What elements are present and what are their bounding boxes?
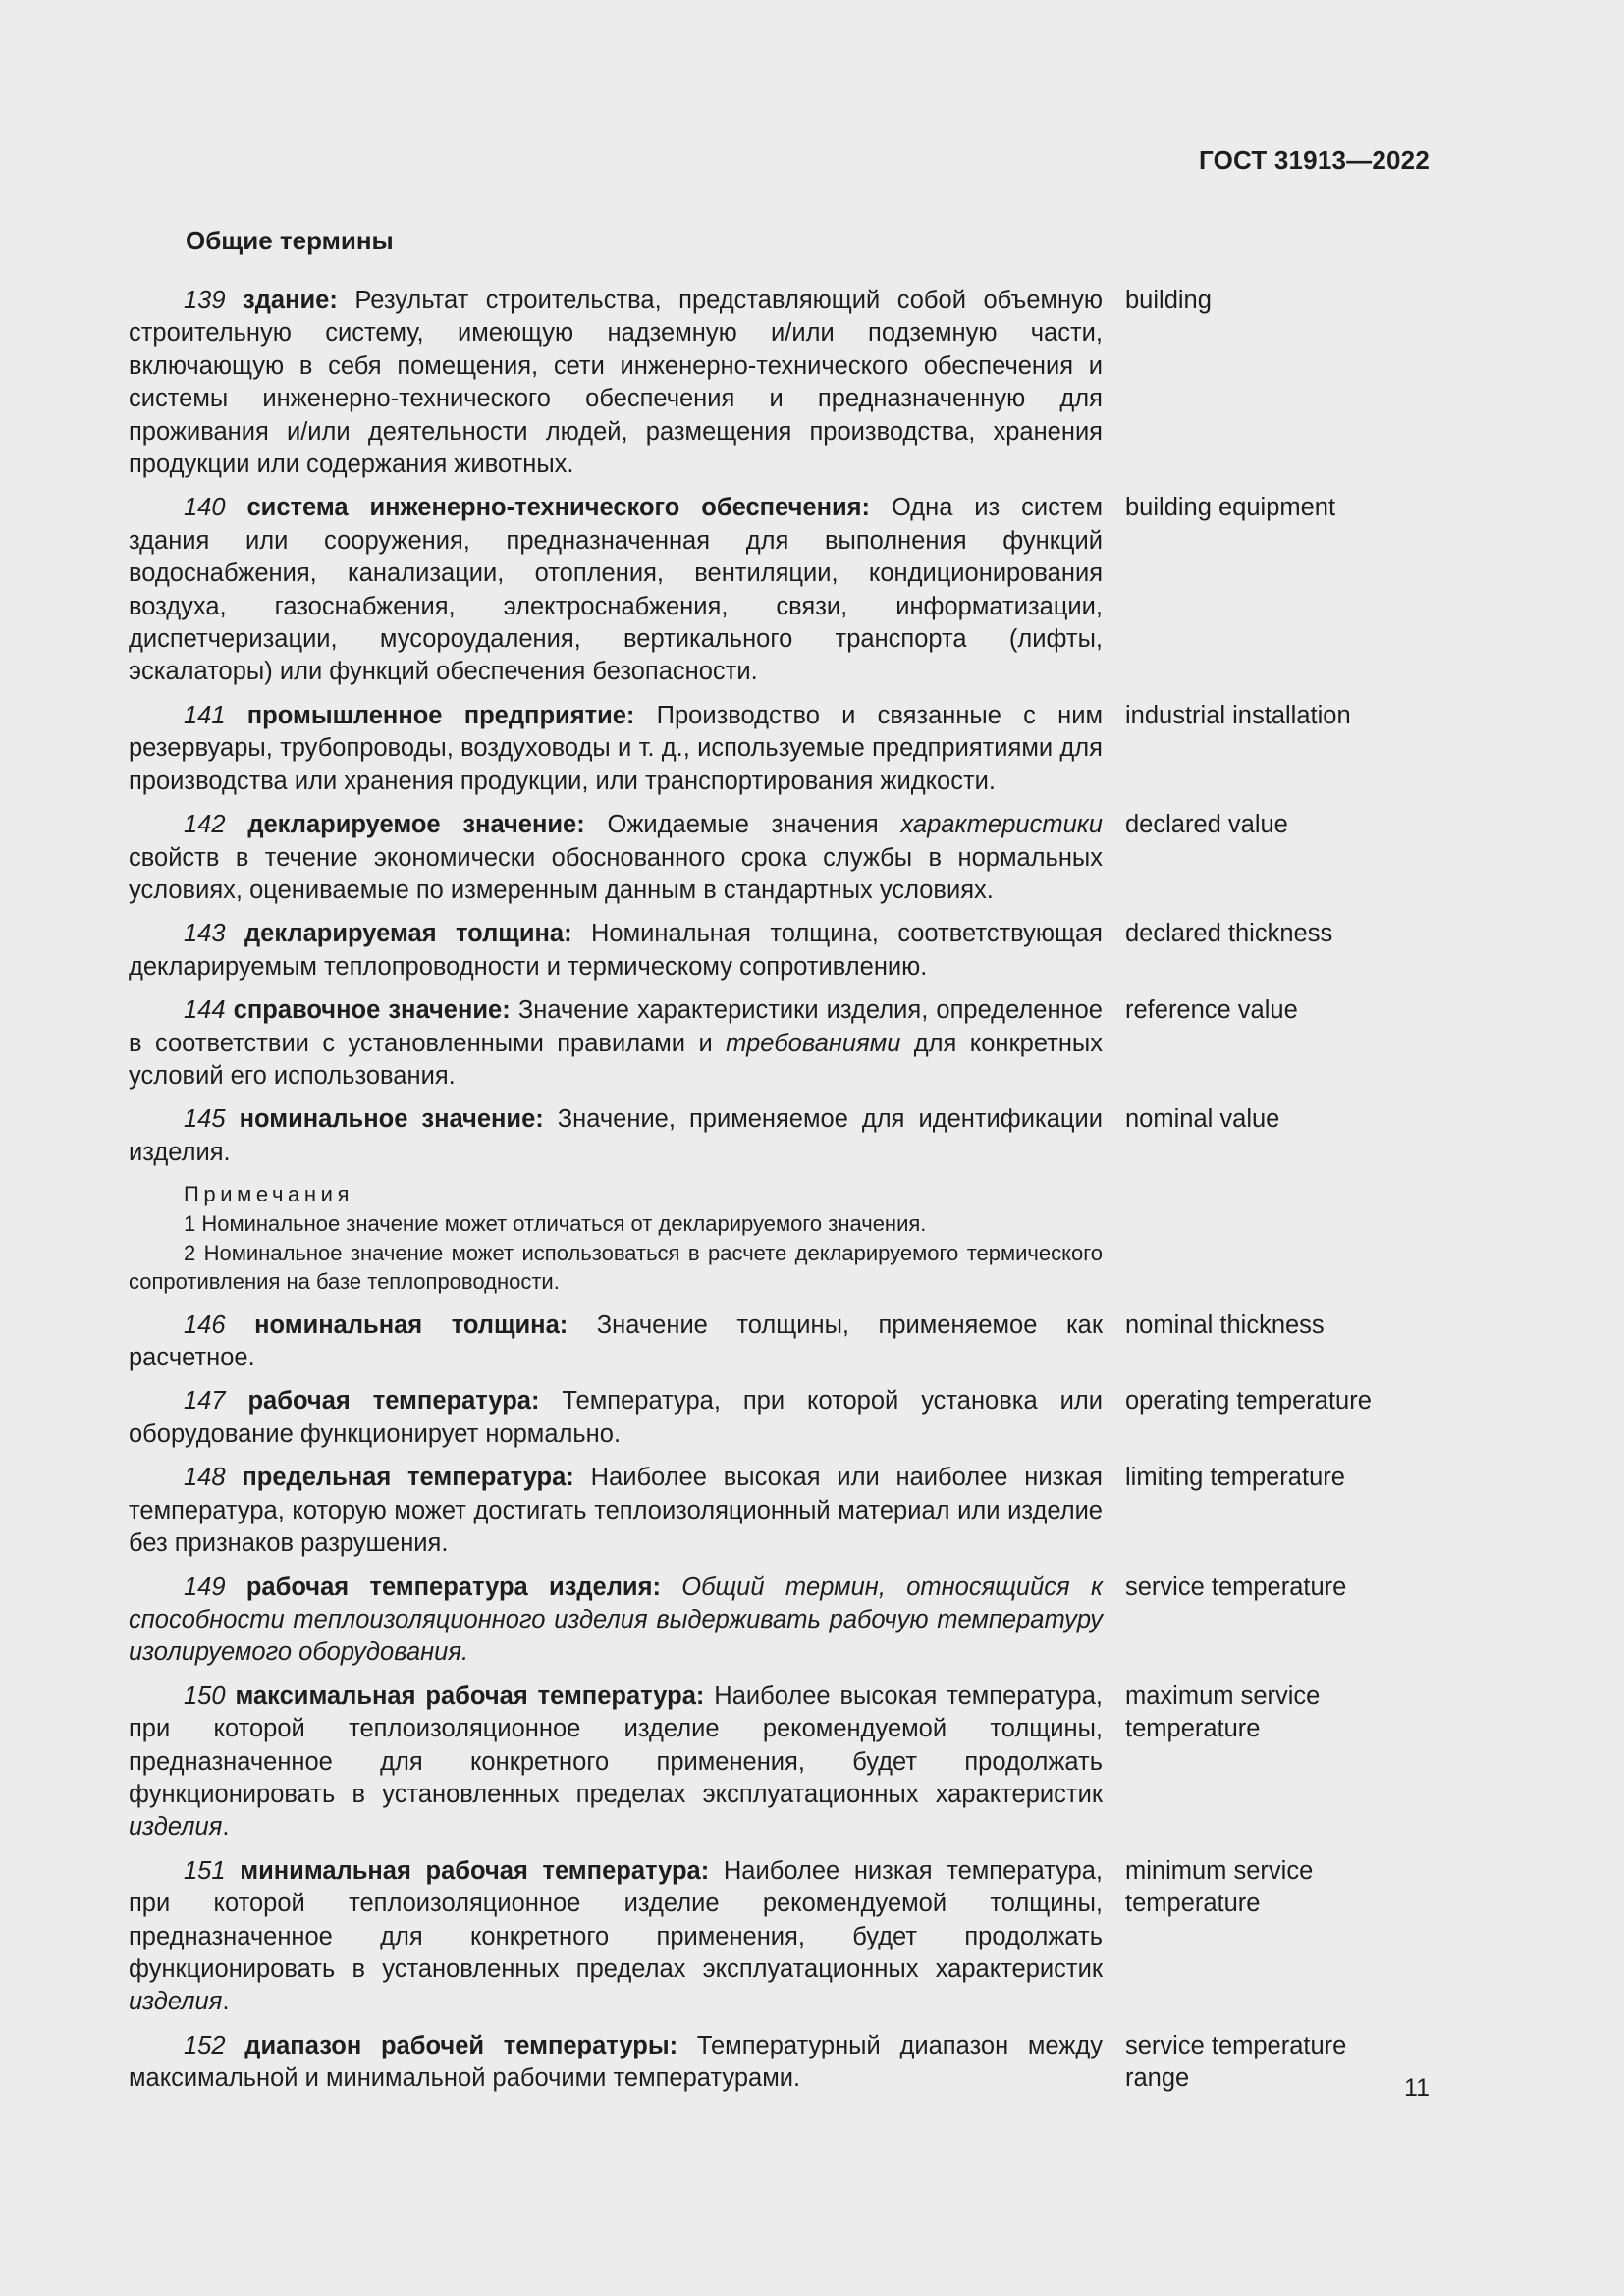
note-item: 2 Номинальное значение может использоваться в расчете декларируемого термического сопротивления на базе теплопроводности. (129, 1240, 1103, 1295)
english-equivalent: nominal value (1125, 1105, 1280, 1134)
term-name: рабочая температура: (247, 1387, 540, 1415)
term-definition (129, 1572, 1103, 1670)
term-definition (129, 1309, 1103, 1375)
english-equivalent: maximum service temperature (1125, 1682, 1321, 1743)
term-entry (129, 1681, 1435, 1844)
term-name: система инженерно-технического обеспечения: (246, 494, 871, 522)
definition-text: Наиболее высокая температура, при которой теплоизоляционное изделие рекомендуемой толщины, предназначенное для конкретного применения, будет продолжать функционировать в установленных пределах эксплуатационных характеристик (129, 1682, 1103, 1808)
term-number: 143 (184, 920, 226, 948)
definition-text: свойств в течение экономически обоснованного срока службы в нормальных условиях, оцениваемые по измеренным данным в стандартных условиях. (129, 843, 1103, 904)
definition-text: требованиями (726, 1029, 901, 1057)
term-number: 151 (184, 1856, 226, 1885)
term-name: минимальная рабочая температура: (240, 1856, 710, 1885)
english-equivalent: limiting temperature (1125, 1464, 1345, 1492)
notes-block (129, 1180, 1103, 1297)
definition-text: Наиболее высокая или наиболее низкая температура, которую может достигать теплоизоляционный материал или изделие без признаков разрушения. (129, 1464, 1103, 1558)
definition-text: Значение характеристики изделия, определенное в соответствии с установленными правилами и (129, 996, 1103, 1057)
term-name: здание: (243, 287, 338, 314)
term-number: 145 (184, 1105, 226, 1134)
term-entry (129, 1103, 1435, 1169)
term-name: максимальная рабочая температура: (235, 1682, 705, 1710)
definition-text: Производство и связанные с ним резервуары, трубопроводы, воздуховоды и т. д., используемые предприятиями для производства или хранения продукции, или транспортирования жидкости. (129, 701, 1103, 795)
term-definition (129, 1681, 1103, 1844)
term-name: диапазон рабочей температуры: (244, 2031, 678, 2059)
term-definition (129, 2030, 1103, 2096)
term-definition (129, 1385, 1103, 1451)
term-name: предельная температура: (242, 1464, 574, 1492)
term-entry (129, 1462, 1435, 1560)
term-name: декларируемое значение: (247, 811, 585, 839)
term-number: 140 (184, 494, 226, 522)
note-item: 1 Номинальное значение может отличаться от декларируемого значения. (184, 1211, 927, 1237)
term-definition (129, 1103, 1103, 1169)
term-definition (129, 918, 1103, 984)
term-number: 142 (184, 811, 226, 839)
term-entry (129, 1572, 1435, 1670)
term-number: 150 (184, 1682, 226, 1710)
term-entry (129, 700, 1435, 798)
english-equivalent: service temperature range (1125, 2031, 1347, 2093)
definition-text: изделия (129, 1813, 223, 1842)
definition-text: характеристики (900, 811, 1103, 839)
term-name: рабочая температура изделия: (245, 1573, 661, 1601)
term-definition (129, 1462, 1103, 1560)
english-equivalent: industrial installation (1125, 701, 1351, 729)
definition-text: Наиболее низкая температура, при которой теплоизоляционное изделие рекомендуемой толщины, предназначенное для конкретного применения, будет продолжать функционировать в установленных пределах эксплуатационных характеристик (129, 1856, 1103, 1983)
english-equivalent: operating temperature (1125, 1387, 1372, 1415)
definition-text (661, 1574, 681, 1601)
term-entry (129, 918, 1435, 984)
definition-text: Общий термин, относящийся к способности теплоизоляционного изделия выдерживать рабочую температуру изолируемого оборудования. (129, 1573, 1103, 1667)
term-definition (129, 809, 1103, 907)
term-name: декларируемая толщина: (244, 920, 572, 948)
term-number: 152 (184, 2031, 226, 2059)
term-number: 139 (184, 287, 226, 314)
notes-title: Примечания (184, 1182, 354, 1207)
term-entry (129, 1309, 1435, 1375)
term-entry (129, 994, 1435, 1093)
definition-text: Ожидаемые значения (584, 811, 901, 839)
definition-text: изделия (129, 1988, 223, 2016)
term-definition (129, 700, 1103, 798)
term-definition (129, 285, 1103, 481)
term-name: номинальная толщина: (254, 1310, 568, 1339)
definition-text: Результат строительства, представляющий собой объемную строительную систему, имеющую надземную и/или подземную части, включающую в себя помещения, сети инженерно-технического обеспечения и системы инженерно-технического обеспечения и предназначенную для проживания и/или деятельности людей, размещения производства, хранения продукции или содержания животных. (129, 287, 1103, 479)
term-number: 148 (184, 1464, 226, 1492)
term-number: 147 (184, 1387, 226, 1415)
definition-text: . (222, 1813, 230, 1842)
english-equivalent: declared value (1125, 811, 1288, 839)
english-equivalent: minimum service temperature (1125, 1856, 1314, 1918)
english-equivalent: service temperature (1125, 1573, 1347, 1601)
term-number: 141 (184, 701, 226, 729)
page-number: 11 (1404, 2074, 1430, 2102)
term-entry (129, 809, 1435, 907)
term-entry (129, 1385, 1435, 1451)
term-number: 144 (184, 996, 226, 1025)
definition-text: . (222, 1988, 230, 2016)
definition-text: Номинальная толщина, соответствующая декларируемым теплопроводности и термическому сопротивлению. (129, 920, 1103, 981)
english-equivalent: building (1125, 287, 1212, 314)
term-definition (129, 492, 1103, 688)
term-entry (129, 2030, 1435, 2096)
term-number: 149 (184, 1573, 226, 1601)
term-number: 146 (184, 1310, 226, 1339)
definition-text: Значение, применяемое для идентификации изделия. (129, 1105, 1104, 1166)
term-list (129, 285, 1435, 2107)
definition-text: Температурный диапазон между максимальной и минимальной рабочими температурами. (129, 2031, 1103, 2093)
term-entry (129, 492, 1435, 688)
english-equivalent: nominal thickness (1125, 1310, 1325, 1339)
definition-text: Одна из систем здания или сооружения, предназначенная для выполнения функций водоснабжения, канализации, отопления, вентиляции, кондиционирования воздуха, газоснабжения, электроснабжения, связи, информатизации, диспетчеризации, мусороудаления, вертикального транспорта (лифты, эскалаторы) или функций обеспечения безопасности. (129, 494, 1103, 686)
term-definition (129, 1855, 1103, 2019)
english-equivalent: reference value (1125, 996, 1298, 1025)
section-title: Общие термины (186, 226, 394, 255)
term-entry (129, 285, 1435, 481)
definition-text: Значение толщины, применяемое как расчетное. (129, 1310, 1103, 1372)
term-name: промышленное предприятие: (246, 701, 635, 729)
english-equivalent: building equipment (1125, 494, 1336, 522)
term-name: номинальное значение: (239, 1105, 544, 1134)
term-definition (129, 994, 1103, 1093)
term-entry (129, 1855, 1435, 2019)
english-equivalent: declared thickness (1125, 920, 1333, 948)
definition-text: для конкретных условий его использования. (129, 1029, 1103, 1090)
document-id: ГОСТ 31913—2022 (1199, 145, 1430, 175)
term-name: справочное значение: (233, 996, 511, 1025)
definition-text: Температура, при которой установка или оборудование функционирует нормально. (129, 1387, 1103, 1448)
